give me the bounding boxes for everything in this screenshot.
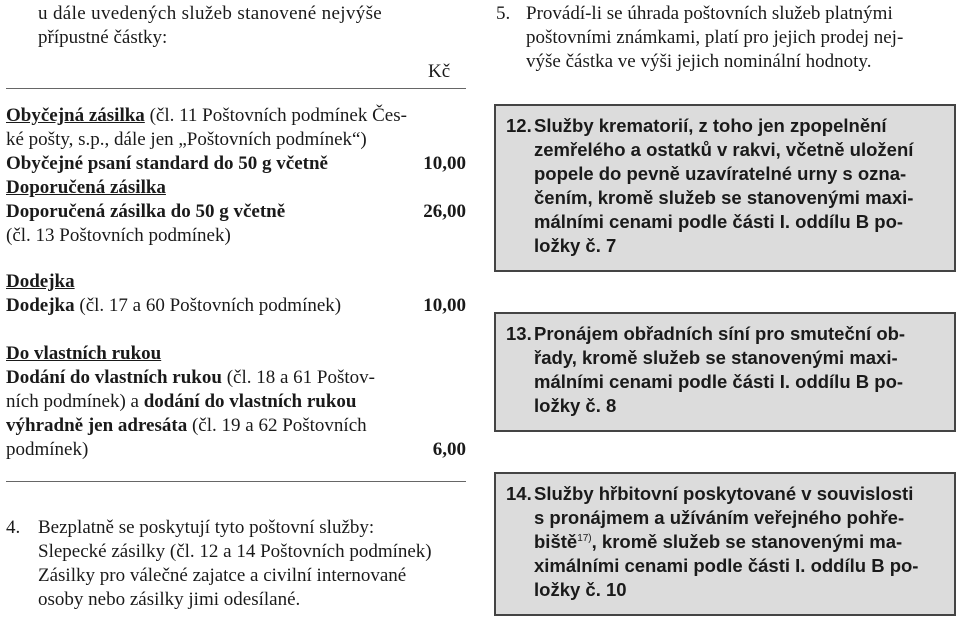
- price-row: [6, 438, 466, 462]
- receipt-heading: Dodejka: [6, 271, 75, 292]
- text: podmínek): [6, 439, 89, 460]
- item-label: Doporučená zásilka do 50 g včetně: [6, 201, 286, 222]
- text: (čl. 18 a 61 Poštov-: [221, 367, 375, 388]
- item-number: 14.: [506, 483, 532, 504]
- item-box-12: [494, 104, 956, 272]
- price-list-personal: [6, 342, 466, 462]
- item-price: 26,00: [423, 201, 466, 222]
- currency-label: Kč: [428, 61, 451, 82]
- paragraph-number: 4.: [6, 517, 21, 538]
- item-label: Obyčejné psaní standard do 50 g včetně: [6, 153, 328, 174]
- text-line: Slepecké zásilky (čl. 12 a 14 Poštovních podmínek): [38, 541, 432, 562]
- text-line: málními cenami podle části I. oddílu B po-: [534, 371, 904, 392]
- text: (čl. 19 a 62 Poštovních: [187, 415, 367, 436]
- ordinary-mail-heading: Obyčejná zásilka: [6, 105, 145, 126]
- price-row: [6, 294, 466, 318]
- bold-text: dodání do vlastních rukou: [143, 391, 357, 412]
- text: , kromě služeb se stanovenými ma-: [591, 531, 903, 552]
- text-line: Služby hřbitovní poskytované v souvislosti: [534, 483, 914, 504]
- item-text: [534, 114, 942, 258]
- price-row: [6, 200, 466, 224]
- intro-line: přípustné částky:: [38, 27, 168, 48]
- divider: [6, 481, 466, 482]
- text: ních podmínek) a: [6, 391, 144, 412]
- price-row: [6, 152, 466, 176]
- reference-line: ké pošty, s.p., dále jen „Poštovních podmínek“): [6, 129, 367, 150]
- item-number: 12.: [506, 115, 532, 136]
- paragraph-4: [6, 516, 466, 612]
- text-line: ložky č. 10: [534, 579, 627, 600]
- personal-delivery-heading: Do vlastních rukou: [6, 343, 162, 364]
- text-line: poštovními známkami, platí pro jejich prodej nej-: [526, 27, 904, 48]
- text-line: čením, kromě služeb se stanovenými maxi-: [534, 187, 914, 208]
- text-line: osoby nebo zásilky jimi odesílané.: [38, 589, 301, 610]
- paragraph-number: 5.: [496, 3, 511, 24]
- text-line: Pronájem obřadních síní pro smuteční ob-: [534, 323, 906, 344]
- price-list: [6, 104, 466, 248]
- item-reference: (čl. 17 a 60 Poštovních podmínek): [74, 295, 342, 316]
- text-line: [6, 366, 466, 390]
- text-line: Služby krematorií, z toho jen zpopelnění: [534, 115, 887, 136]
- item-text: [534, 322, 942, 418]
- divider: [6, 88, 466, 89]
- bold-text: Dodání do vlastních rukou: [6, 367, 222, 388]
- text-line: ložky č. 7: [534, 235, 617, 256]
- text-line: ximálními cenami podle části I. oddílu B po-: [534, 555, 919, 576]
- text-line: Provádí-li se úhrada poštovních služeb platnými: [526, 3, 893, 24]
- text-line: málními cenami podle části I. oddílu B po-: [534, 211, 904, 232]
- text-line: [534, 530, 942, 554]
- item-box-14: [494, 472, 956, 616]
- text-line: výše částka ve výši jejich nominální hodnoty.: [526, 51, 872, 72]
- intro-paragraph: [38, 2, 466, 50]
- footnote-marker: 17): [577, 532, 592, 544]
- paragraph-5: [496, 2, 956, 74]
- text-line: popele do pevně uzavíratelné urny s ozna-: [534, 163, 907, 184]
- section-heading-line: [6, 104, 466, 128]
- intro-line: u dále uvedených služeb stanovené nejvýše: [38, 3, 383, 24]
- registered-mail-heading: Doporučená zásilka: [6, 177, 166, 198]
- reference-line: (čl. 13 Poštovních podmínek): [6, 225, 231, 246]
- item-price: 10,00: [423, 153, 466, 174]
- item-price: 10,00: [423, 295, 466, 316]
- price-list-receipt: [6, 270, 466, 318]
- text-line: [6, 414, 466, 438]
- item-label: Dodejka: [6, 295, 75, 316]
- item-box-13: [494, 312, 956, 432]
- text-line: zemřelého a ostatků v rakvi, včetně uložení: [534, 139, 914, 160]
- text-line: s pronájmem a užíváním veřejného pohře-: [534, 507, 905, 528]
- ordinary-mail-reference: (čl. 11 Poštovních podmínek Čes-: [144, 105, 407, 126]
- text-line: [6, 390, 466, 414]
- text-line: řady, kromě služeb se stanovenými maxi-: [534, 347, 898, 368]
- item-text: [534, 482, 942, 602]
- bold-text: výhradně jen adresáta: [6, 415, 188, 436]
- text-line: Zásilky pro válečné zajatce a civilní internované: [38, 565, 407, 586]
- text-line: ložky č. 8: [534, 395, 617, 416]
- text: biště: [534, 531, 578, 552]
- text-line: Bezplatně se poskytují tyto poštovní služby:: [38, 517, 375, 538]
- item-price: 6,00: [432, 439, 466, 460]
- item-number: 13.: [506, 323, 532, 344]
